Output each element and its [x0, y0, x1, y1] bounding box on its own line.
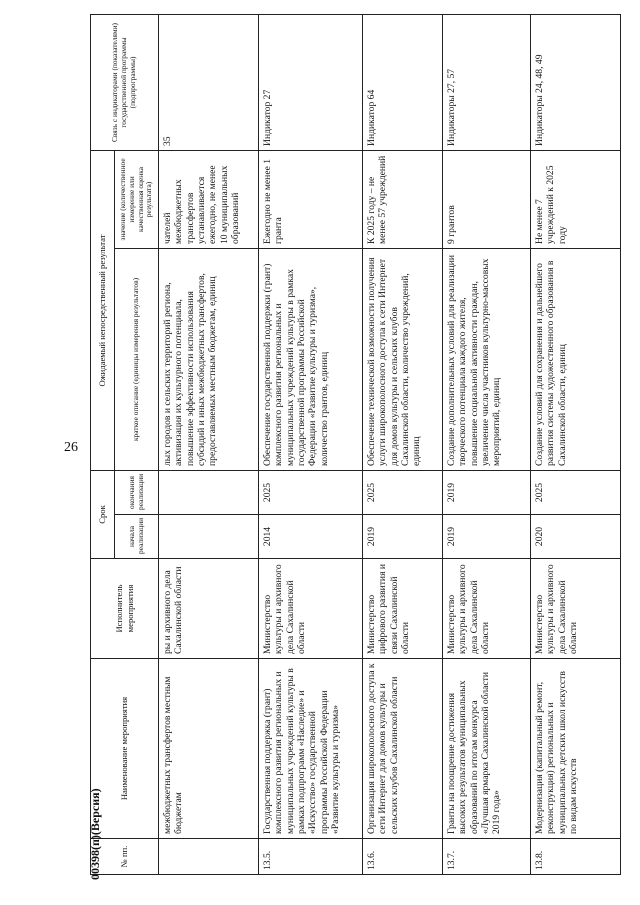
cell-num: 13.6.	[363, 839, 443, 875]
header-executor: Исполнитель мероприятия	[91, 559, 159, 659]
cell-num: 13.7.	[443, 839, 531, 875]
cell-link: Индикаторы 27, 57	[443, 14, 531, 150]
cell-end: 2025	[363, 470, 443, 514]
cell-desc: лых городов и сельских территорий региона, активизация их культурного потенциала, повышение эффективности использования субсидий и иных межбюджетных трансфертов, предоставляемых местным бюджетам, единиц	[159, 248, 259, 470]
cell-end: 2025	[531, 470, 621, 514]
cell-end: 2019	[443, 470, 531, 514]
table-row	[159, 14, 259, 874]
cell-executor: Министерство культуры и архивного дела Сахалинской области	[531, 559, 621, 659]
cell-num	[159, 839, 259, 875]
cell-name: межбюджетных трансфертов местным бюджетам	[159, 659, 259, 839]
table-row	[443, 14, 531, 874]
header-value: значение (количественное измерение или качественная оценка результата)	[115, 150, 159, 248]
cell-value: К 2025 году – не менее 57 учреждений	[363, 150, 443, 248]
cell-executor: Министерство культуры и архивного дела Сахалинской области	[443, 559, 531, 659]
cell-value: Ежегодно не менее 1 гранта	[259, 150, 363, 248]
cell-link: Индикатор 27	[259, 14, 363, 150]
cell-name: Гранты на поощрение достижения высоких результатов муниципальных образований по итогам конкурса «Лучшая ярмарка Сахалинской области 2019 года»	[443, 659, 531, 839]
header-link: Связь с индикаторами (показателями) государственной программы (подпрограммы)	[91, 14, 159, 150]
cell-num: 13.8.	[531, 839, 621, 875]
header-end: окончания реализации	[115, 470, 159, 514]
header-short-desc: краткое описание (единицы измерения результатов)	[115, 248, 159, 470]
cell-link: Индикатор 64	[363, 14, 443, 150]
header-term: Срок	[91, 470, 115, 558]
cell-desc: Создание дополнительных условий для реализации творческого потенциала каждого жителя, повышение социальной активности граждан, увеличение числа участников культурно-массовых мероприятий, единиц	[443, 248, 531, 470]
cell-start: 2019	[363, 515, 443, 559]
header-name: Наименование мероприятия	[91, 659, 159, 839]
cell-start: 2020	[531, 515, 621, 559]
document-footer-code: 00398(п)(Версия)	[88, 788, 102, 880]
activities-table	[90, 14, 621, 875]
cell-end: 2025	[259, 470, 363, 514]
cell-link: 35	[159, 14, 259, 150]
page-number: 26	[64, 440, 78, 455]
cell-desc: Обеспечение технической возможности получения услуги широкополосного доступа к сети Интернет для домов культуры и сельских клубов Сахалинской области, количество учреждений, единиц	[363, 248, 443, 470]
cell-num: 13.5.	[259, 839, 363, 875]
table-row	[259, 14, 363, 874]
cell-executor: Министерство культуры и архивного дела Сахалинской области	[259, 559, 363, 659]
header-start: начала реализации	[115, 515, 159, 559]
cell-start: 2014	[259, 515, 363, 559]
cell-executor: Министерство цифрового развития и связи Сахалинской области	[363, 559, 443, 659]
cell-start	[159, 515, 259, 559]
cell-value: 9 грантов	[443, 150, 531, 248]
cell-name: Модернизация (капитальный ремонт, реконструкция) региональных и муниципальных детских школ искусств по видам искусств	[531, 659, 621, 839]
header-result: Ожидаемый непосредственный результат	[91, 150, 115, 470]
table-row	[363, 14, 443, 874]
landscape-table-container	[90, 15, 620, 875]
cell-value: чателей межбюджетных трансфертов устанавливается ежегодно, не менее 10 муниципальных образований	[159, 150, 259, 248]
cell-value: Не менее 7 учреждений к 2025 году	[531, 150, 621, 248]
header-num: № пп.	[91, 839, 159, 875]
cell-name: Организация широкополосного доступа к сети Интернет для домов культуры и сельских клубов Сахалинской области	[363, 659, 443, 839]
table-row	[531, 14, 621, 874]
cell-desc: Создание условий для сохранения и дальнейшего развития системы художественного образования в Сахалинской области, единиц	[531, 248, 621, 470]
cell-executor: ры и архивного дела Сахалинской области	[159, 559, 259, 659]
cell-name: Государственная поддержка (грант) комплексного развития региональных и муниципальных учреждений культуры в рамках подпрограмм «Наследие» и «Искусство» государственной программы Российской Федерации «Развитие культуры и туризма»	[259, 659, 363, 839]
cell-start: 2019	[443, 515, 531, 559]
cell-desc: Обеспечение государственной поддержки (грант) комплексного развития региональных и муниципальных учреждений культуры в рамках государственной программы Российской Федерации «Развитие культуры и туризма», количество грантов, единиц	[259, 248, 363, 470]
cell-end	[159, 470, 259, 514]
cell-link: Индикаторы 24, 48, 49	[531, 14, 621, 150]
